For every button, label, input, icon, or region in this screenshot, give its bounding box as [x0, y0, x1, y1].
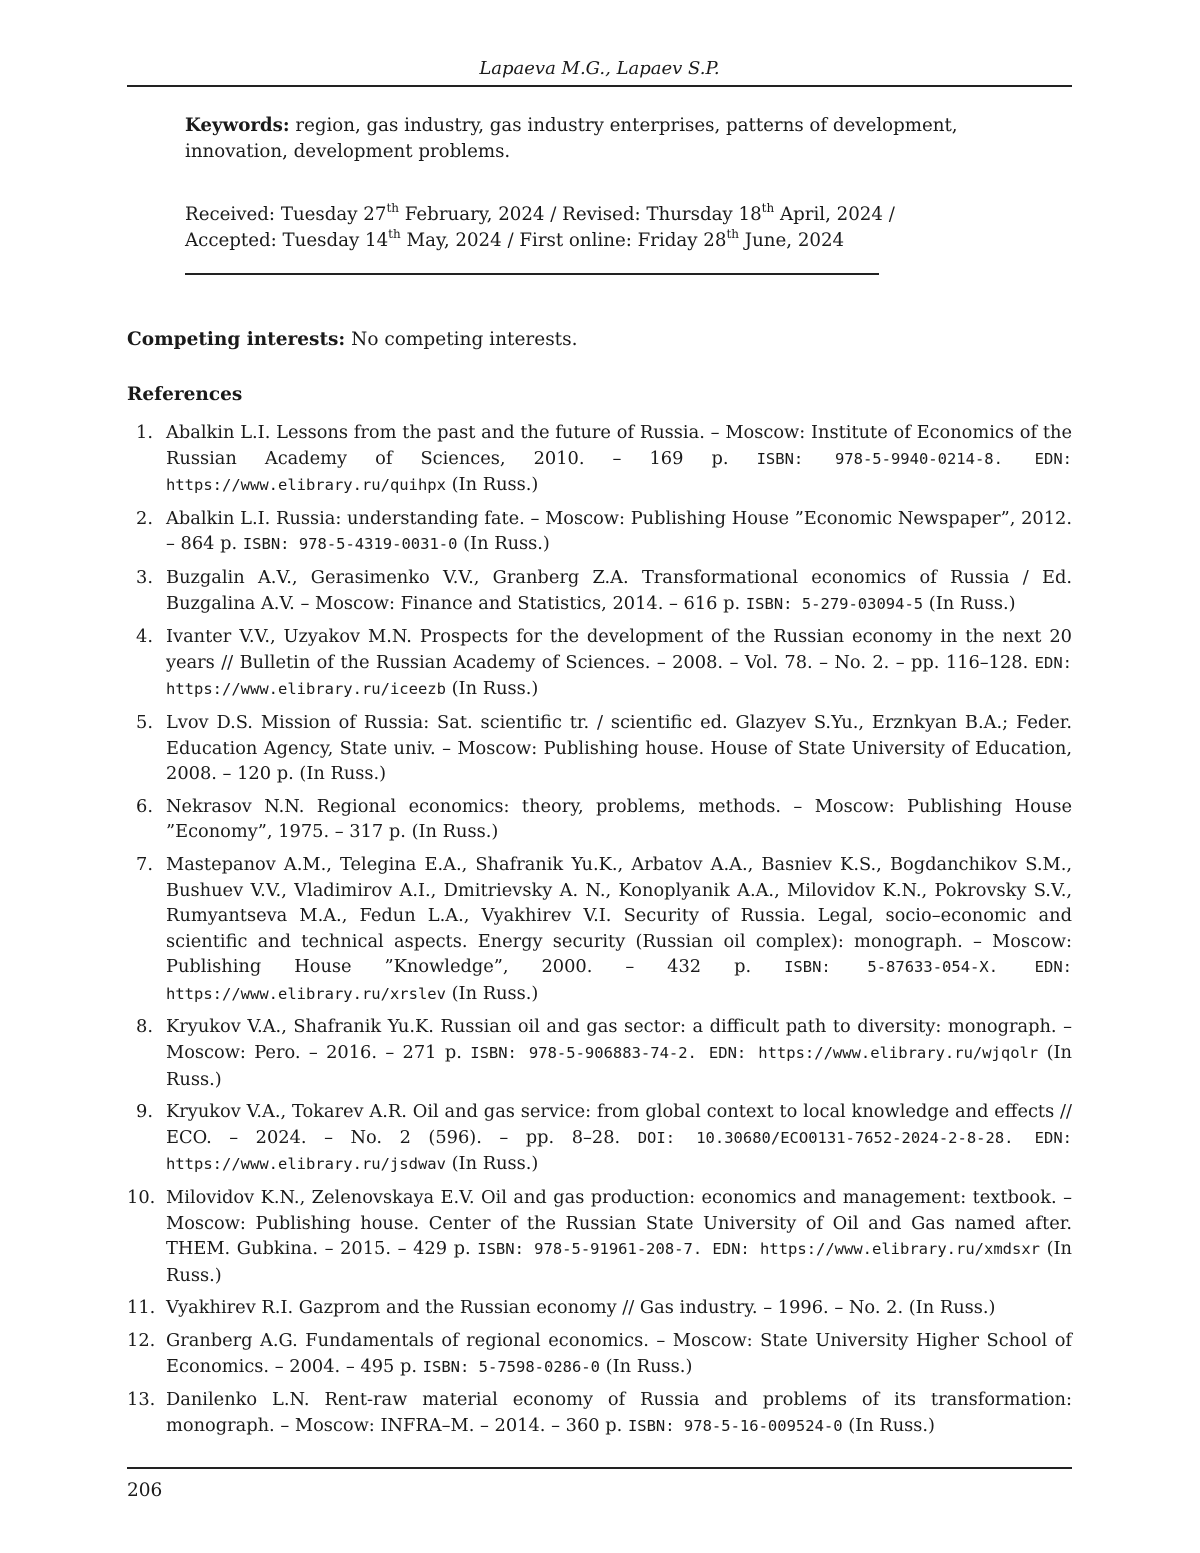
- received-sup: th: [386, 201, 399, 215]
- revised-sup: th: [762, 201, 775, 215]
- page-number: 206: [127, 1480, 162, 1501]
- keywords-label: Keywords:: [185, 115, 290, 136]
- reference-language-note: (In Russ.): [848, 1415, 935, 1436]
- reference-number: 13.: [127, 1387, 153, 1413]
- reference-number: 7.: [127, 852, 153, 878]
- reference-number: 5.: [127, 710, 153, 736]
- reference-text: Milovidov K.N., Zelenovskaya E.V. Oil and gas production: economics and management: textbook. – Moscow: Publishing house. Center of the Russian State University of Oil and Gas named after. THEM. Gubkina. – 2015. – 429 p.: [166, 1187, 1072, 1259]
- reference-text: Abalkin L.I. Lessons from the past and the future of Russia. – Moscow: Institute of Economics of the Russian Academy of Sciences, 2010. – 169 p.: [166, 422, 1072, 469]
- reference-language-note: (In Russ.): [929, 593, 1016, 614]
- reference-item: [127, 1295, 1072, 1321]
- reference-item: [127, 794, 1072, 845]
- reference-number: 8.: [127, 1014, 153, 1040]
- reference-text: Lvov D.S. Mission of Russia: Sat. scientific tr. / scientific ed. Glazyev S.Yu., Erznkyan B.A.; Feder. Education Agency, State univ. – Moscow: Publishing house. House of State University of Education, 2008. – 120 p. (In Russ.): [166, 712, 1072, 784]
- reference-text: Nekrasov N.N. Regional economics: theory, problems, methods. – Moscow: Publishing House ”Economy”, 1975. – 317 p. (In Russ.): [166, 796, 1072, 843]
- dates-block: [185, 202, 1015, 254]
- reference-identifier[interactable]: EDN: https://www.elibrary.ru/iceezb: [166, 654, 1072, 699]
- reference-item: [127, 1099, 1072, 1178]
- reference-item: [127, 1185, 1072, 1288]
- reference-number: 1.: [127, 420, 153, 446]
- reference-identifier[interactable]: ISBN: 978-5-4319-0031-0: [243, 535, 458, 553]
- reference-text: Mastepanov A.M., Telegina E.A., Shafranik Yu.K., Arbatov A.A., Basniev K.S., Bogdanchikov S.M., Bushuev V.V., Vladimirov A.I., Dmitrievsky A. N., Konoplyanik A.A., Milovidov K.N., Pokrovsky S.V., Rumyantseva M.A., Fedun L.A., Vyakhirev V.I. Security of Russia. Legal, socio–economic and scientific and technical aspects. Energy security (Russian oil complex): monograph. – Moscow: Publishing House ”Knowledge”, 2000. – 432 p.: [166, 854, 1072, 977]
- reference-number: 6.: [127, 794, 153, 820]
- received-label: Received: Tuesday 27: [185, 204, 386, 225]
- reference-number: 12.: [127, 1328, 153, 1354]
- reference-language-note: (In Russ.): [606, 1356, 693, 1377]
- revised-rest: April, 2024 /: [774, 204, 895, 225]
- reference-number: 10.: [127, 1185, 153, 1211]
- reference-item: [127, 1328, 1072, 1380]
- online-sup: th: [726, 227, 739, 241]
- reference-text: Buzgalin A.V., Gerasimenko V.V., Granberg Z.A. Transformational economics of Russia / Ed. Buzgalina A.V. – Moscow: Finance and Statistics, 2014. – 616 p.: [166, 567, 1072, 614]
- reference-language-note: (In Russ.): [452, 1153, 539, 1174]
- reference-language-note: (In Russ.): [452, 678, 539, 699]
- reference-identifier[interactable]: ISBN: 5-279-03094-5: [746, 595, 923, 613]
- reference-identifier[interactable]: ISBN: 5-87633-054-X. EDN: https://www.elibrary.ru/xrslev: [166, 958, 1072, 1003]
- dates-rule: [185, 273, 879, 275]
- reference-item: [127, 506, 1072, 558]
- reference-number: 11.: [127, 1295, 153, 1321]
- accepted-rest: May, 2024 / First online: Friday 28: [401, 230, 727, 251]
- reference-number: 4.: [127, 624, 153, 650]
- reference-identifier[interactable]: ISBN: 5-7598-0286-0: [423, 1358, 600, 1376]
- reference-item: [127, 710, 1072, 787]
- reference-item: [127, 565, 1072, 617]
- reference-item: [127, 852, 1072, 1008]
- reference-language-note: (In Russ.): [463, 533, 550, 554]
- reference-number: 3.: [127, 565, 153, 591]
- online-rest: June, 2024: [739, 230, 844, 251]
- reference-language-note: (In Russ.): [452, 474, 539, 495]
- reference-text: Kryukov V.A., Shafranik Yu.K. Russian oil and gas sector: a difficult path to diversity: monograph. – Moscow: Pero. – 2016. – 271 p.: [166, 1016, 1072, 1063]
- running-header: Lapaeva M.G., Lapaev S.P.: [127, 58, 1072, 79]
- reference-text: Granberg A.G. Fundamentals of regional economics. – Moscow: State University Higher School of Economics. – 2004. – 495 p.: [166, 1330, 1072, 1377]
- competing-label: Competing interests:: [127, 329, 345, 350]
- references-heading: References: [127, 382, 242, 408]
- reference-item: [127, 420, 1072, 499]
- keywords-text: region, gas industry, gas industry enterprises, patterns of development, innovation, development problems.: [185, 115, 958, 162]
- footer-rule: [127, 1467, 1072, 1469]
- reference-item: [127, 1387, 1072, 1439]
- reference-text: Vyakhirev R.I. Gazprom and the Russian economy // Gas industry. – 1996. – No. 2. (In Russ.): [166, 1297, 996, 1318]
- reference-number: 2.: [127, 506, 153, 532]
- reference-text: Danilenko L.N. Rent-raw material economy of Russia and problems of its transformation: monograph. – Moscow: INFRA–M. – 2014. – 360 p.: [166, 1389, 1072, 1436]
- reference-list: [127, 420, 1072, 1446]
- reference-text: Abalkin L.I. Russia: understanding fate. – Moscow: Publishing House ”Economic Newspaper”, 2012. – 864 p.: [166, 508, 1072, 555]
- keywords-block: [185, 113, 1015, 165]
- competing-text: No competing interests.: [351, 329, 577, 350]
- reference-language-note: (In Russ.): [166, 1042, 1072, 1090]
- received-rest: February, 2024 / Revised: Thursday 18: [399, 204, 762, 225]
- reference-language-note: (In Russ.): [166, 1238, 1072, 1286]
- reference-identifier[interactable]: ISBN: 978-5-906883-74-2. EDN: https://www.elibrary.ru/wjqolr: [470, 1044, 1038, 1062]
- reference-number: 9.: [127, 1099, 153, 1125]
- reference-text: Ivanter V.V., Uzyakov M.N. Prospects for the development of the Russian economy in the next 20 years // Bulletin of the Russian Academy of Sciences. – 2008. – Vol. 78. – No. 2. – pp. 116–128.: [166, 626, 1072, 673]
- reference-text: Kryukov V.A., Tokarev A.R. Oil and gas service: from global context to local knowledge and effects // ECO. – 2024. – No. 2 (596). – pp. 8–28.: [166, 1101, 1072, 1148]
- reference-item: [127, 1014, 1072, 1092]
- competing-interests: [127, 327, 1072, 353]
- header-rule: [127, 85, 1072, 87]
- reference-identifier[interactable]: ISBN: 978-5-16-009524-0: [628, 1417, 843, 1435]
- accepted-label: Accepted: Tuesday 14: [185, 230, 388, 251]
- reference-identifier[interactable]: ISBN: 978-5-91961-208-7. EDN: https://www.elibrary.ru/xmdsxr: [477, 1240, 1040, 1258]
- reference-identifier[interactable]: DOI: 10.30680/ECO0131-7652-2024-2-8-28. EDN: https://www.elibrary.ru/jsdwav: [166, 1129, 1072, 1174]
- reference-language-note: (In Russ.): [452, 983, 539, 1004]
- reference-item: [127, 624, 1072, 703]
- accepted-sup: th: [388, 227, 401, 241]
- reference-identifier[interactable]: ISBN: 978-5-9940-0214-8. EDN: https://www.elibrary.ru/quihpx: [166, 450, 1072, 495]
